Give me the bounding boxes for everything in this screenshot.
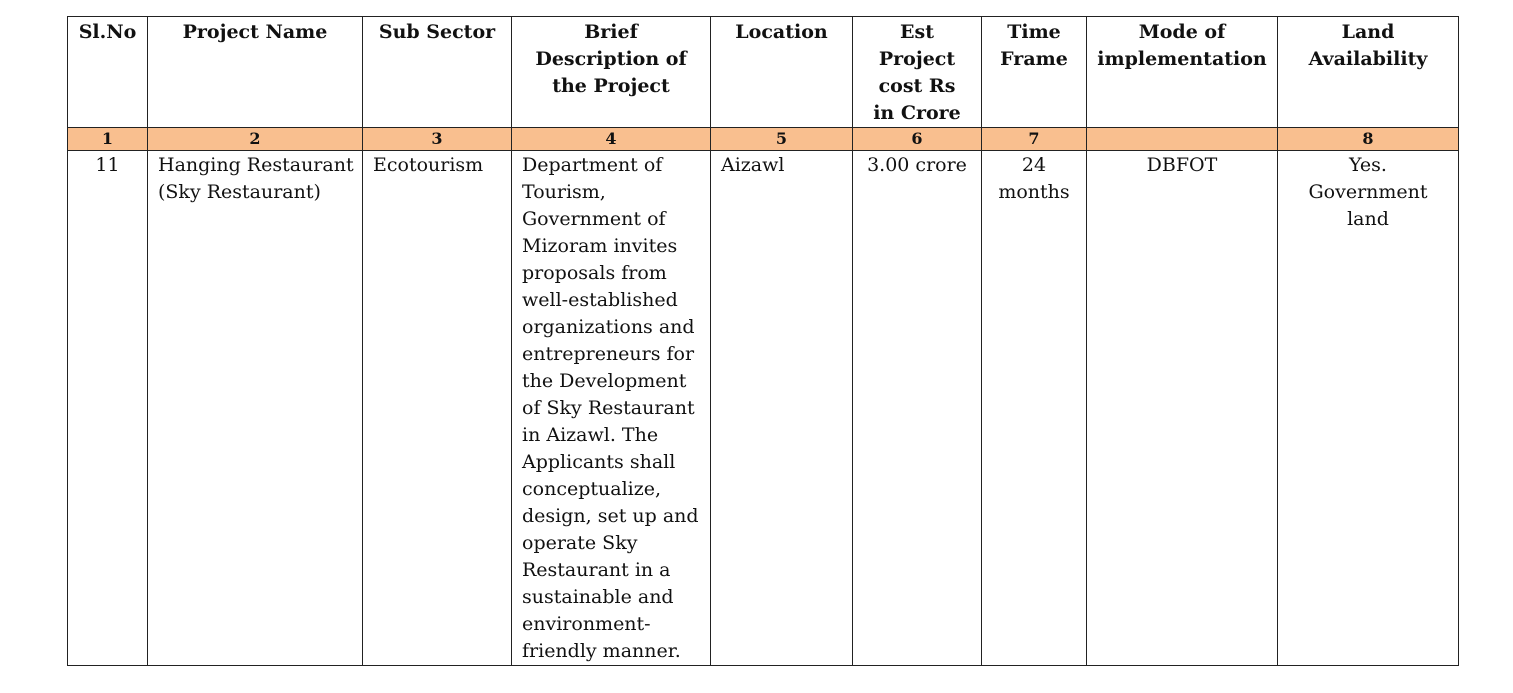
column-number: 4 xyxy=(512,128,711,151)
cell-project-name: Hanging Restaurant (Sky Restaurant) xyxy=(148,151,363,666)
header-cost: Est Project cost Rs in Crore xyxy=(853,17,982,128)
column-number: 5 xyxy=(711,128,853,151)
cell-time-frame: 24 months xyxy=(982,151,1087,666)
header-row xyxy=(68,17,1459,128)
column-number-row xyxy=(68,128,1459,151)
cell-land: Yes. Government land xyxy=(1278,151,1459,666)
cell-mode: DBFOT xyxy=(1087,151,1278,666)
column-number: 1 xyxy=(68,128,148,151)
header-description: Brief Description of the Project xyxy=(512,17,711,128)
cell-location: Aizawl xyxy=(711,151,853,666)
cell-sub-sector: Ecotourism xyxy=(363,151,512,666)
column-number: 6 xyxy=(853,128,982,151)
header-sub-sector: Sub Sector xyxy=(363,17,512,128)
column-number xyxy=(1087,128,1278,151)
header-project-name: Project Name xyxy=(148,17,363,128)
column-number: 2 xyxy=(148,128,363,151)
header-sl-no: Sl.No xyxy=(68,17,148,128)
cell-sl-no: 11 xyxy=(68,151,148,666)
column-number: 3 xyxy=(363,128,512,151)
header-location: Location xyxy=(711,17,853,128)
cell-cost: 3.00 crore xyxy=(853,151,982,666)
column-number: 8 xyxy=(1278,128,1459,151)
header-mode: Mode of implementation xyxy=(1087,17,1278,128)
project-table xyxy=(67,16,1459,666)
header-land: Land Availability xyxy=(1278,17,1459,128)
cell-description: Department of Tourism, Government of Mizoram invites proposals from well-established organizations and entrepreneurs for the Development of Sky Restaurant in Aizawl. The Applicants shall conceptualize, design, set up and operate Sky Restaurant in a sustainable and environment-friendly manner. xyxy=(512,151,711,666)
column-number: 7 xyxy=(982,128,1087,151)
table-row xyxy=(68,151,1459,666)
header-time-frame: Time Frame xyxy=(982,17,1087,128)
